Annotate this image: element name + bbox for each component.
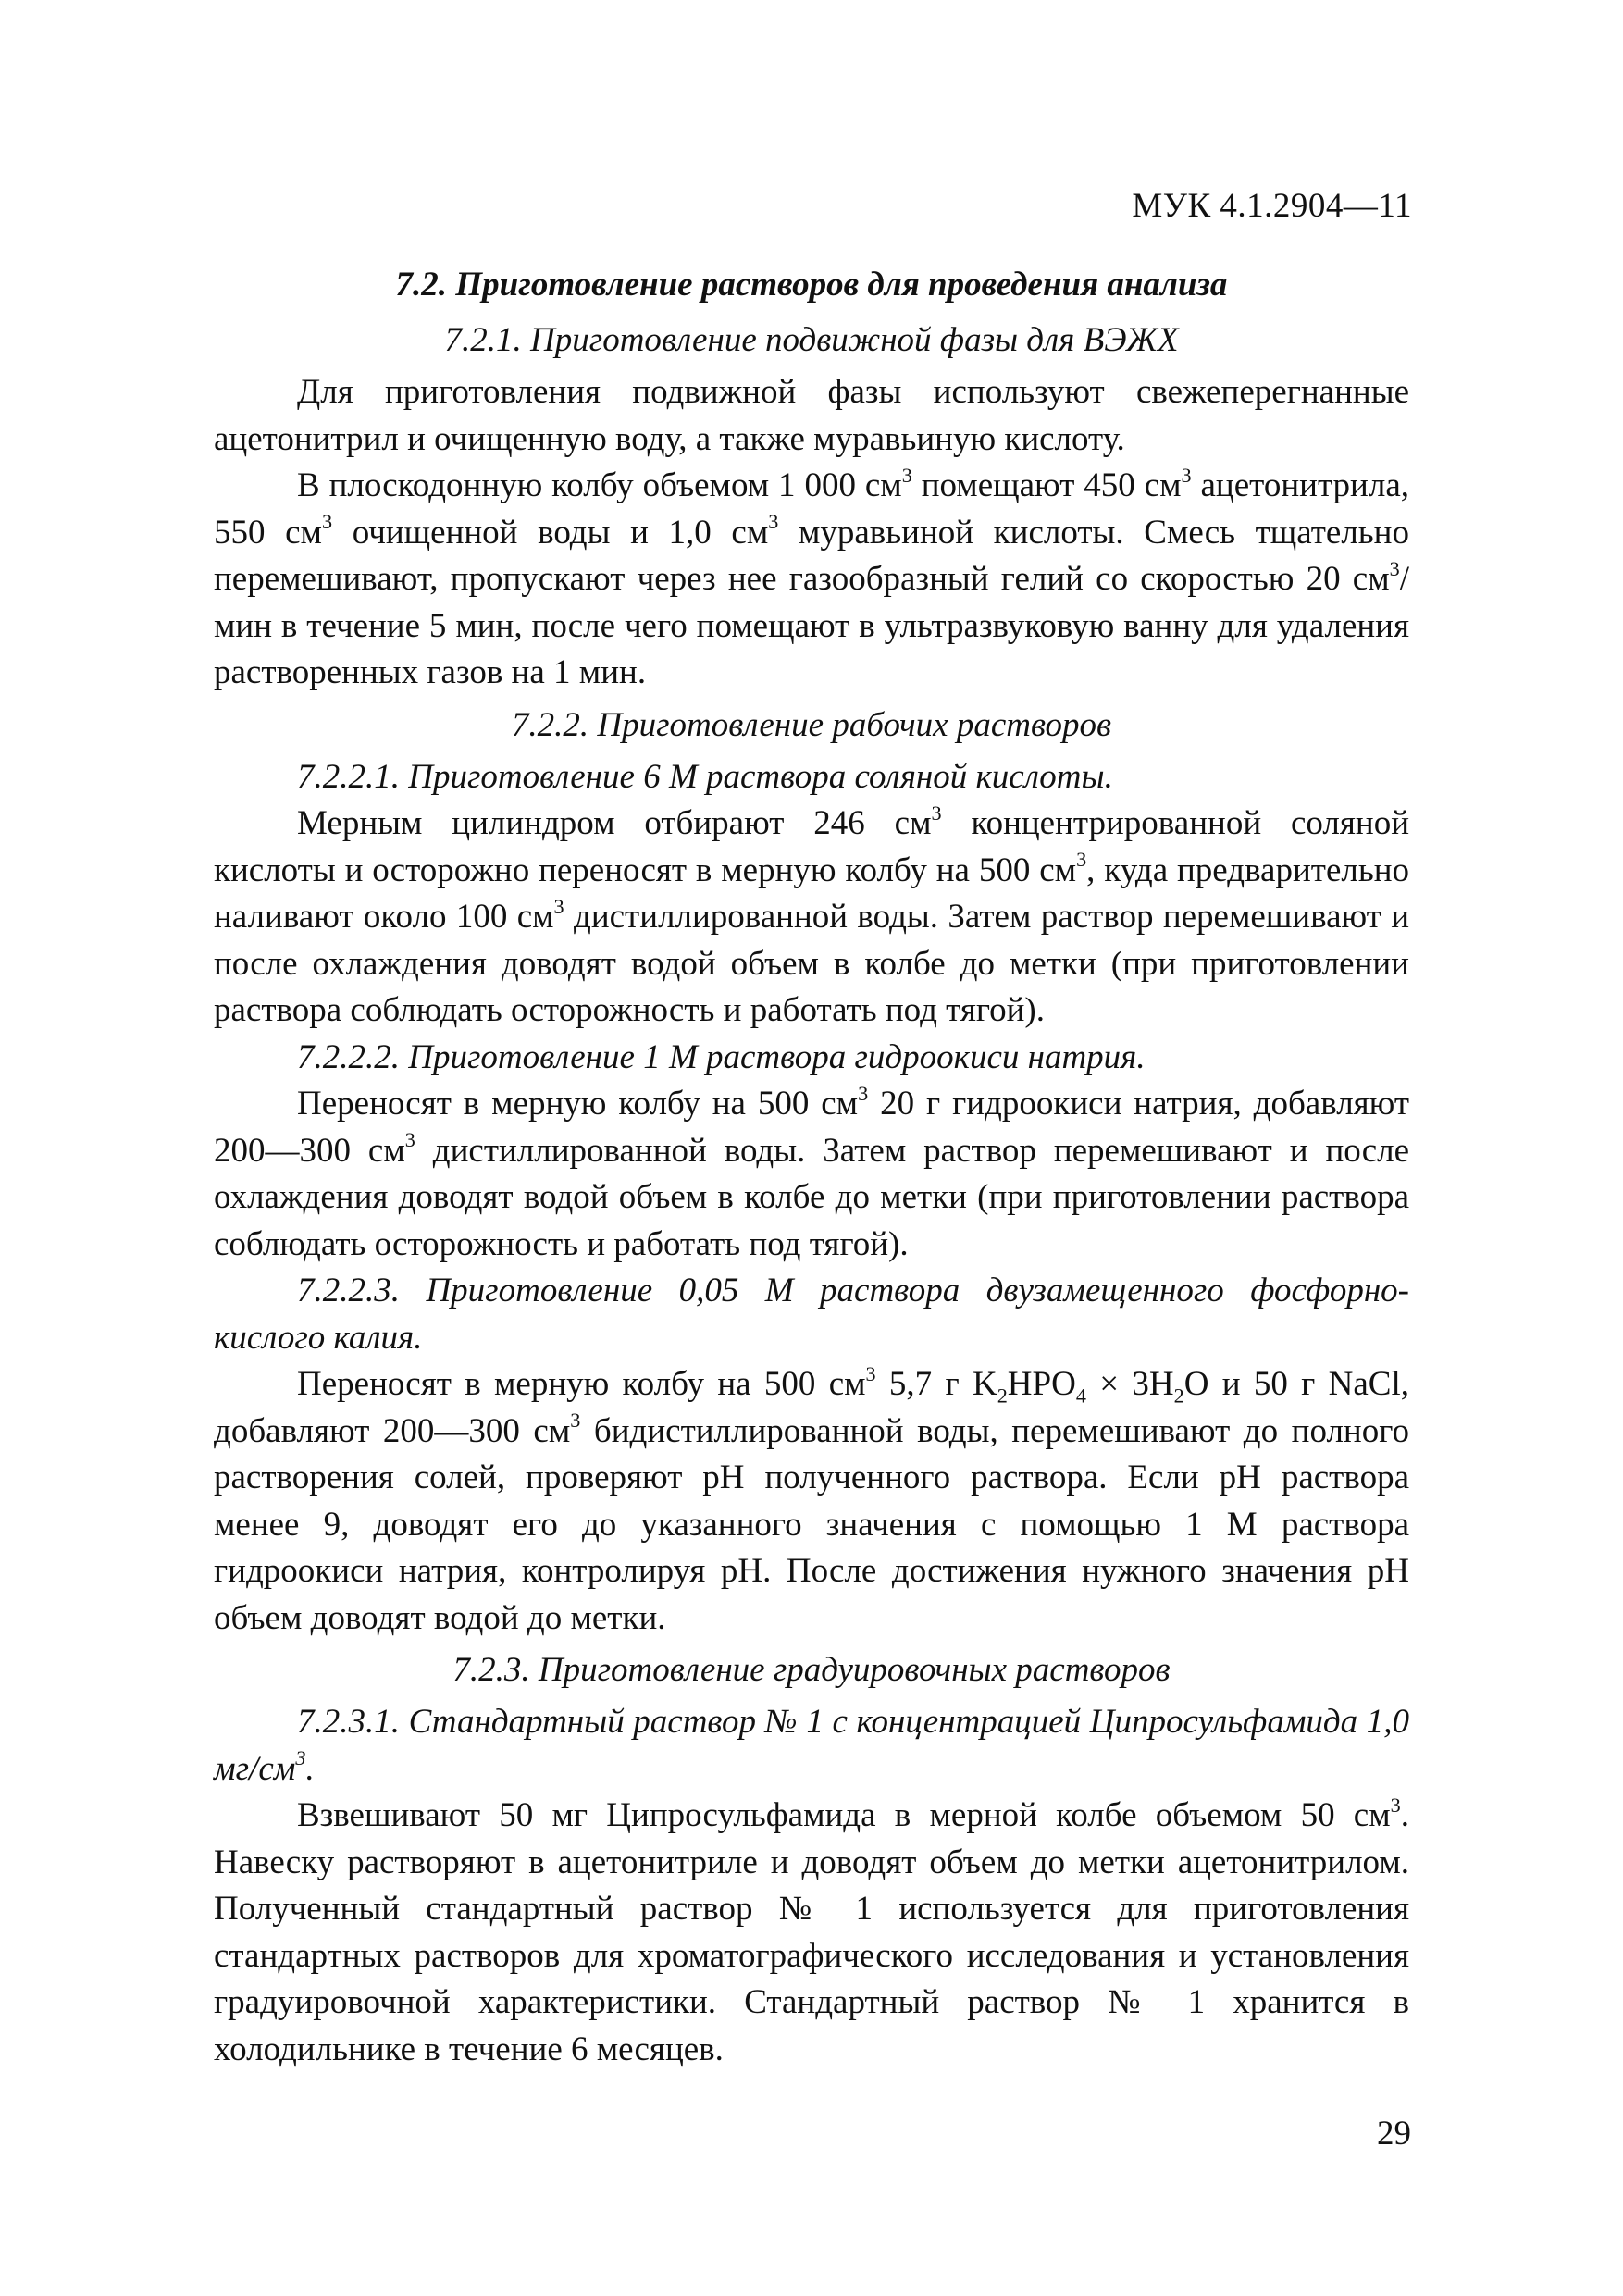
item-heading-naoh: 7.2.2.2. Приготовление 1 М раствора гидроокиси натрия. bbox=[297, 1037, 1146, 1076]
item-heading-hcl: 7.2.2.1. Приготовление 6 М раствора соляной кислоты. bbox=[297, 757, 1113, 796]
paragraph-standard-solution-procedure: Взвешивают 50 мг Ципросульфамида в мерной колбе объемом 50 $см^3$. Навеску растворяют в ацетонитриле и доводят объем до метки ацетонитрилом. Полученный стандартный раствор № 1 используется для приготовления стандартных растворов для хроматографического исследования и установления градуировочной характеристики. Стандартный раствор № 1 хранится в холодильнике в течение 6 месяцев. bbox=[214, 1793, 1409, 2068]
document-body bbox=[214, 262, 1409, 2073]
paragraph-mobile-phase-reagents: Для приготовления подвижной фазы используют свежеперегнанные ацетонитрил и очищенную воду, а также муравьиную кислоту. bbox=[214, 373, 1409, 458]
subsection-heading-mobile-phase: 7.2.1. Приготовление подвижной фазы для ВЭЖХ bbox=[444, 321, 1179, 359]
paragraph-naoh-procedure: Переносят в мерную колбу на 500 $см^3$ 20 г гидроокиси натрия, добавляют 200—300 $см^3$ дистиллированной воды. Затем раствор перемешивают и после охлаждения доводят водой объем в колбе до метки (при приготовлении раствора соблюдать осторожность и работать под тягой). bbox=[214, 1081, 1410, 1263]
subsection-heading-calibration: 7.2.3. Приготовление градуировочных растворов bbox=[452, 1651, 1171, 1689]
item-heading-standard-solution: 7.2.3.1. Стандартный раствор № 1 с концентрацией Ципросульфамида 1,0 $мг/см^3$. bbox=[214, 1703, 1409, 1788]
document-code: МУК 4.1.2904—11 bbox=[1132, 187, 1412, 225]
section-heading: 7.2. Приготовление растворов для проведения анализа bbox=[395, 266, 1228, 304]
paragraph-phosphate-procedure: Переносят в мерную колбу на 500 $см^3$ 5,7 г $K_2HPO_4 \times 3H_2O$ и 50 г NaCl, добавляют 200—300 $см^3$ бидистиллированной воды, перемешивают до полного растворения солей, проверяют pH полученного раствора. Если pH раствора менее 9, доводят его до указанного значения с помощью 1 М раствора гидроокиси натрия, контролируя pH. После достижения нужного значения pH объем доводят водой до метки. bbox=[214, 1361, 1409, 1637]
paragraph-mobile-phase-procedure: В плоскодонную колбу объемом 1 000 $см^3$ помещают 450 $см^3$ ацетонитрила, 550 $см^3$ очищенной воды и 1,0 $см^3$ муравьиной кислоты. Смесь тщательно перемешивают, пропускают через нее газообразный гелий со скоростью 20 $см^3$/мин в течение 5 мин, после чего помещают в ультразвуковую ванну для удаления растворенных газов на 1 мин. bbox=[214, 463, 1409, 691]
paragraph-hcl-procedure: Мерным цилиндром отбирают 246 $см^3$ концентрированной соляной кислоты и осторожно переносят в мерную колбу на 500 $см^3$, куда предварительно наливают около 100 $см^3$ дистиллированной воды. Затем раствор перемешивают и после охлаждения доводят водой объем в колбе до метки (при приготовлении раствора соблюдать осторожность и работать под тягой). bbox=[214, 800, 1410, 1029]
page-number: 29 bbox=[1377, 2115, 1411, 2153]
subsection-heading-working-solutions: 7.2.2. Приготовление рабочих растворов bbox=[511, 705, 1112, 744]
item-heading-phosphate: 7.2.2.3. Приготовление 0,05 М раствора двузамещенного фосфорно-кислого калия. bbox=[214, 1272, 1409, 1357]
